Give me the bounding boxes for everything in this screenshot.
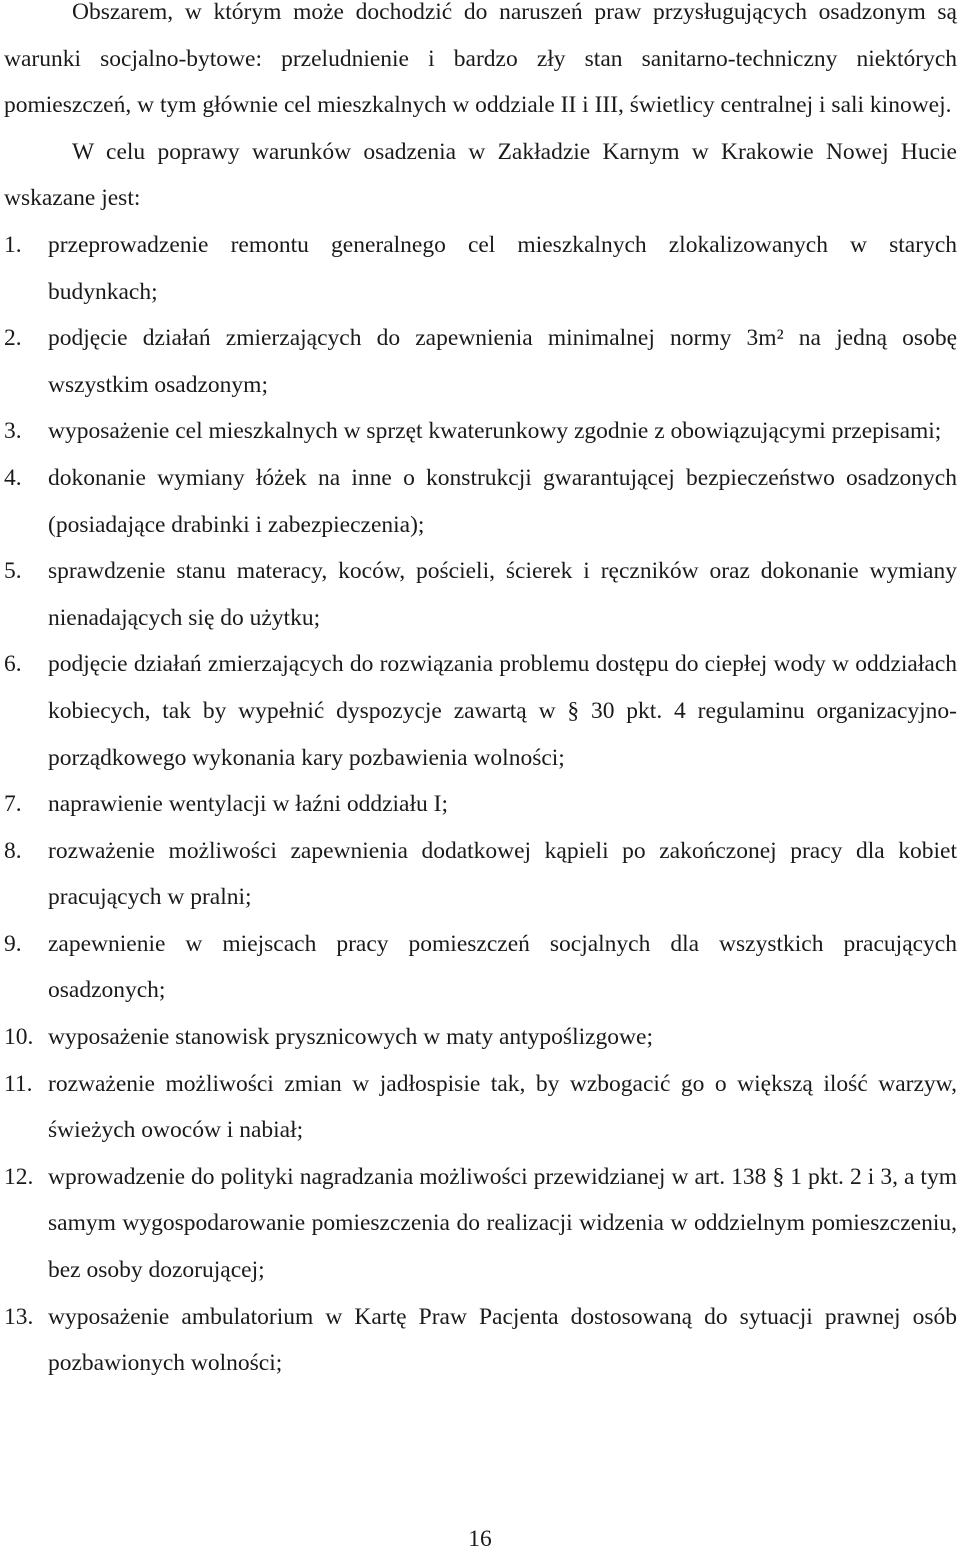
list-item (4, 1014, 957, 1061)
item-number: 13. (4, 1303, 34, 1330)
item-text: sprawdzenie stanu materacy, koców, pościeli, ścierek i ręczników oraz dokonanie wymiany nienadających się do użytku; (48, 558, 957, 631)
item-text: rozważenie możliwości zmian w jadłospisie tak, by wzbogacić go o większą ilość warzyw, świeżych owoców i nabiał; (48, 1070, 957, 1144)
list-item (4, 222, 957, 315)
list-item (4, 548, 957, 641)
list-item (4, 455, 957, 548)
item-text: zapewnienie w miejscach pracy pomieszczeń socjalnych dla wszystkich pracujących osadzonych; (48, 930, 957, 1004)
item-text: podjęcie działań zmierzających do rozwiązania problemu dostępu do ciepłej wody w oddziałach kobiecych, tak by wypełnić dyspozycje zawartą w § 30 pkt. 4 regulaminu organizacyjno-porządkowego wykonania kary pozbawienia wolności; (48, 651, 957, 771)
intro-paragraph: Obszarem, w którym może dochodzić do naruszeń praw przysługujących osadzonym są warunki socjalno-bytowe: przeludnienie i bardzo zły stan sanitarno-techniczny niektórych pomieszczeń, w tym głównie cel mieszkalnych w oddziale II i III, świetlicy centralnej i sali kinowej. (4, 0, 957, 119)
item-number: 1. (4, 231, 22, 258)
item-number: 6. (4, 651, 22, 678)
item-text: wyposażenie cel mieszkalnych w sprzęt kwaterunkowy zgodnie z obowiązującymi przepisami; (48, 418, 942, 445)
item-number: 12. (4, 1163, 34, 1190)
item-number: 10. (4, 1024, 34, 1051)
item-number: 2. (4, 325, 22, 352)
item-number: 4. (4, 464, 22, 491)
list-item (4, 315, 957, 408)
page-number: 16 (468, 1526, 492, 1552)
list-item (4, 1061, 957, 1154)
list-item (4, 641, 957, 781)
item-number: 5. (4, 558, 22, 585)
list-item (4, 1154, 957, 1294)
item-text: wyposażenie stanowisk prysznicowych w maty antypoślizgowe; (48, 1024, 653, 1051)
item-text: wprowadzenie do polityki nagradzania możliwości przewidzianej w art. 138 § 1 pkt. 2 i 3, a tym samym wygospodarowanie pomieszczenia do realizacji widzenia w oddzielnym pomieszczeniu, bez osoby dozorującej; (48, 1163, 957, 1284)
item-number: 8. (4, 837, 22, 864)
list-item (4, 921, 957, 1014)
list-item (4, 828, 957, 921)
recommendations-list (0, 222, 960, 1387)
item-text: wyposażenie ambulatorium w Kartę Praw Pacjenta dostosowaną do sytuacji prawnej osób pozbawionych wolności; (48, 1303, 957, 1377)
item-text: naprawienie wentylacji w łaźni oddziału I; (48, 791, 448, 818)
item-text: rozważenie możliwości zapewnienia dodatkowej kąpieli po zakończonej pracy dla kobiet pracujących w pralni; (48, 837, 957, 911)
item-text: dokonanie wymiany łóżek na inne o konstrukcji gwarantującej bezpieczeństwo osadzonych (posiadające drabinki i zabezpieczenia); (48, 464, 957, 538)
recommendations-lead: W celu poprawy warunków osadzenia w Zakładzie Karnym w Krakowie Nowej Hucie wskazane jest: (4, 138, 957, 212)
item-text: podjęcie działań zmierzających do zapewnienia minimalnej normy 3m² na jedną osobę wszystkim osadzonym; (48, 325, 957, 398)
list-item (4, 1294, 957, 1387)
item-number: 9. (4, 930, 22, 957)
item-number: 11. (4, 1070, 33, 1097)
item-number: 3. (4, 418, 22, 445)
list-item (4, 781, 957, 828)
list-item (4, 408, 957, 455)
item-number: 7. (4, 791, 22, 818)
item-text: przeprowadzenie remontu generalnego cel mieszkalnych zlokalizowanych w starych budynkach; (48, 231, 957, 305)
